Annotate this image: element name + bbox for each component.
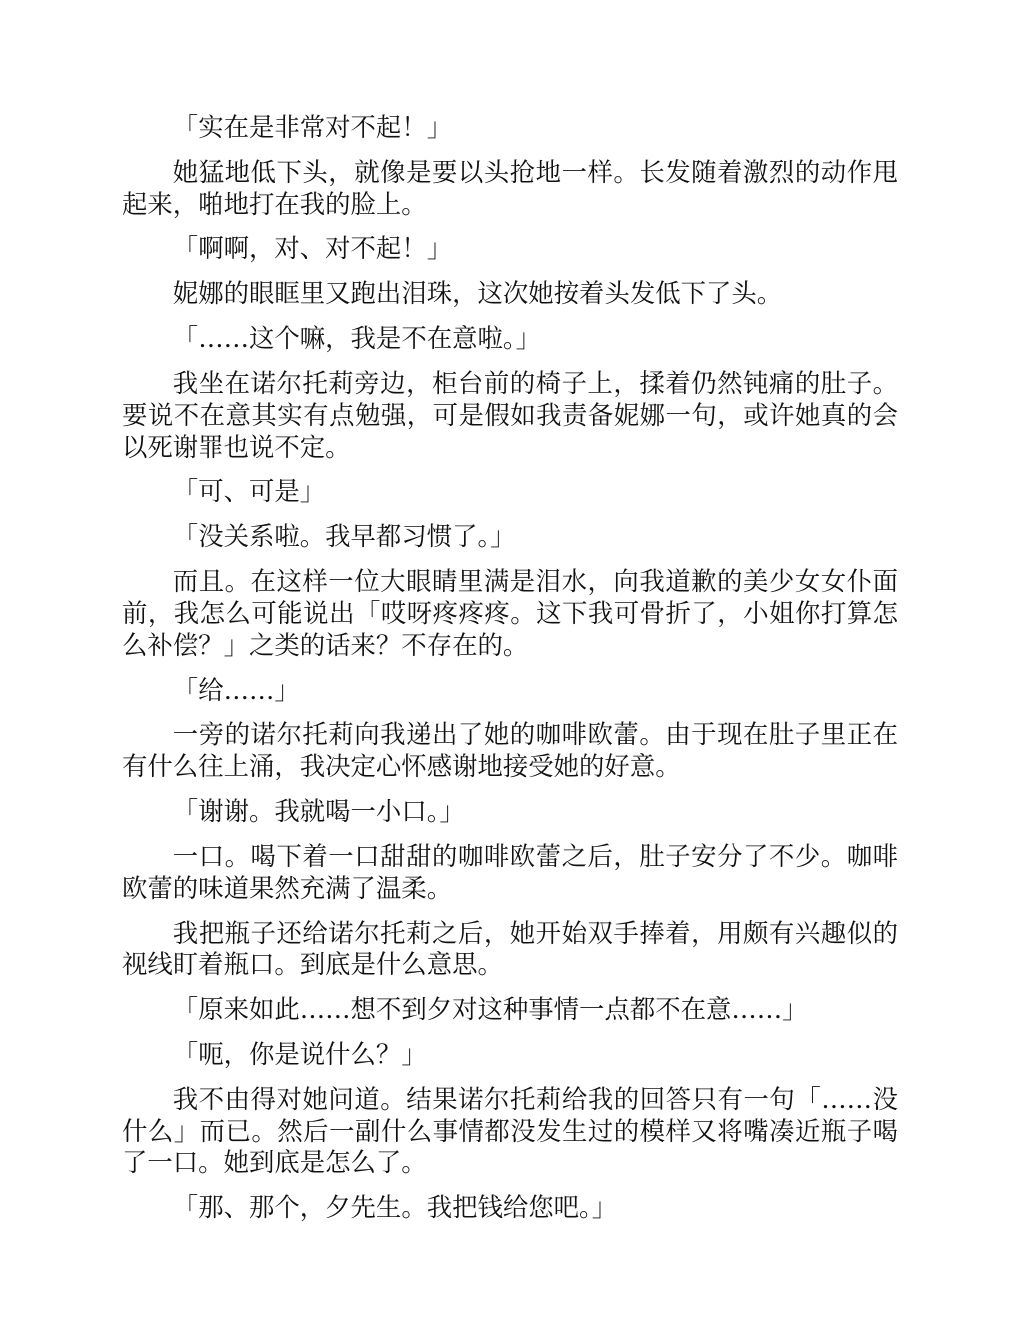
- paragraph: 「……这个嘛，我是不在意啦。」: [172, 323, 541, 354]
- paragraph: 「啊啊，对、对不起！」: [172, 233, 453, 264]
- paragraph: 「那、那个，夕先生。我把钱给您吧。」: [172, 1192, 618, 1223]
- paragraph: 「原来如此……想不到夕对这种事情一点都不在意……」: [172, 994, 808, 1025]
- paragraph: 「没关系啦。我早都习惯了。」: [172, 521, 516, 552]
- paragraph: 「给……」: [172, 674, 300, 705]
- paragraph: 一口。喝下着一口甜甜的咖啡欧蕾之后，肚子安分了不少。咖啡欧蕾的味道果然充满了温柔。: [122, 840, 898, 903]
- paragraph: 「可、可是」: [172, 476, 326, 507]
- paragraph: 一旁的诺尔托莉向我递出了她的咖啡欧蕾。由于现在肚子里正在有什么往上涌，我决定心怀感谢地接受她的好意。: [122, 719, 898, 782]
- paragraph: 「谢谢。我就喝一小口。」: [172, 796, 465, 827]
- paragraph: 我把瓶子还给诺尔托莉之后，她开始双手捧着，用颇有兴趣似的视线盯着瓶口。到底是什么意思。: [122, 917, 898, 980]
- paragraph: 她猛地低下头，就像是要以头抢地一样。长发随着激烈的动作甩起来，啪地打在我的脸上。: [122, 156, 898, 219]
- paragraph: 妮娜的眼眶里又跑出泪珠，这次她按着头发低下了头。: [172, 278, 783, 309]
- paragraph: 而且。在这样一位大眼睛里满是泪水，向我道歉的美少女女仆面前，我怎么可能说出「哎呀疼疼疼。这下我可骨折了，小姐你打算怎么补偿？」之类的话来？不存在的。: [122, 566, 898, 660]
- paragraph: 我坐在诺尔托莉旁边，柜台前的椅子上，揉着仍然钝痛的肚子。要说不在意其实有点勉强，可是假如我责备妮娜一句，或许她真的会以死谢罪也说不定。: [122, 368, 898, 462]
- paragraph: 「实在是非常对不起！」: [172, 112, 453, 142]
- paragraph: 我不由得对她问道。结果诺尔托莉给我的回答只有一句「……没什么」而已。然后一副什么事情都没发生过的模样又将嘴凑近瓶子喝了一口。她到底是怎么了。: [122, 1083, 898, 1178]
- paragraph: 「呃，你是说什么？」: [172, 1038, 427, 1069]
- document-page: [122, 112, 898, 1237]
